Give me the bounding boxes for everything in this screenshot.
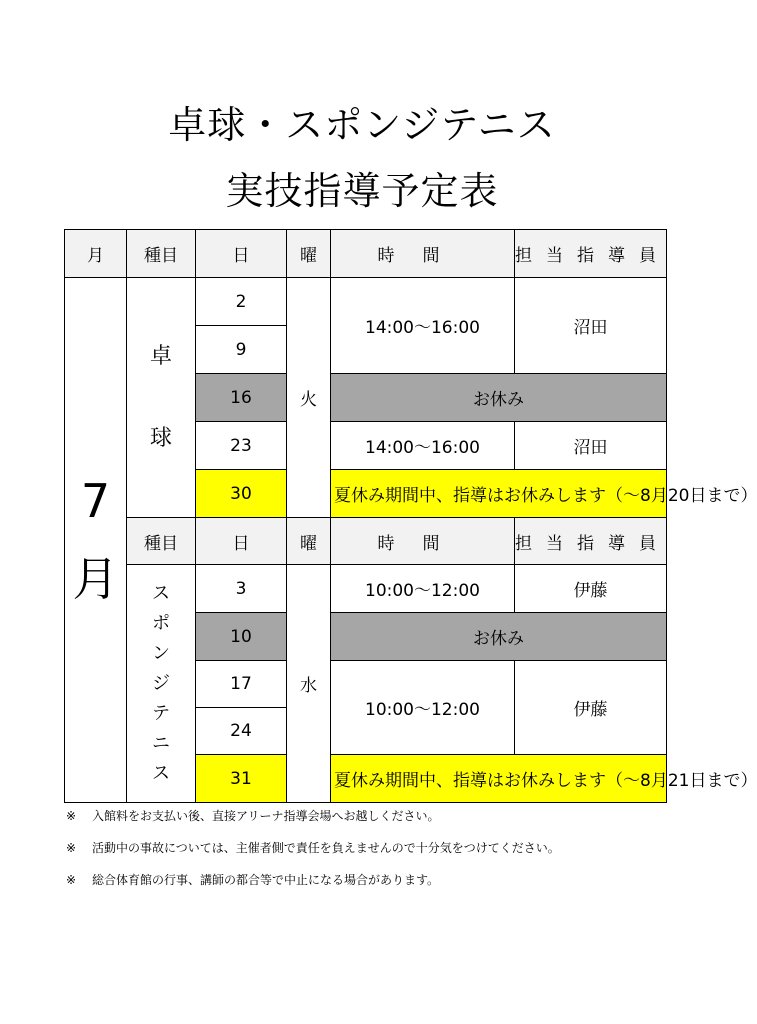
title-line-2: 実技指導予定表 (225, 169, 499, 213)
header-staff: 担当指導員 (515, 230, 667, 278)
note-mark: ※ (66, 809, 77, 823)
schedule-table (64, 229, 757, 803)
weekday-cell-tabletennis: 火 (287, 278, 331, 518)
note-item (66, 838, 560, 870)
month-cell (65, 278, 127, 803)
summer-break-note: 夏休み期間中、指導はお休みします（〜8月21日まで） (331, 755, 667, 803)
sport-cell-tabletennis (127, 278, 196, 518)
day-cell: 3 (196, 565, 287, 613)
header-weekday: 曜 (287, 230, 331, 278)
title-line-1: 卓球・スポンジテニス (168, 103, 556, 147)
time-cell: 10:00〜12:00 (331, 661, 515, 755)
closed-note: お休み (331, 613, 667, 661)
note-mark: ※ (66, 873, 77, 887)
day-cell: 9 (196, 326, 287, 374)
summer-break-note: 夏休み期間中、指導はお休みします（〜8月20日まで） (331, 470, 667, 518)
day-cell: 23 (196, 422, 287, 470)
sport-cell-spongetennis (127, 565, 196, 803)
staff-cell: 沼田 (515, 278, 667, 374)
note-item (66, 870, 560, 902)
month-label: 7 月 (72, 474, 119, 606)
day-cell: 17 (196, 661, 287, 708)
closed-note: お休み (331, 374, 667, 422)
staff-cell: 伊藤 (515, 661, 667, 755)
header-staff: 担当指導員 (515, 518, 667, 565)
day-cell: 2 (196, 278, 287, 326)
header-weekday: 曜 (287, 518, 331, 565)
day-cell: 10 (196, 613, 287, 661)
day-cell: 16 (196, 374, 287, 422)
header-sport: 種目 (127, 518, 196, 565)
sport-label-spongetennis: ス ポ ン ジ テ ニ ス (152, 582, 170, 784)
day-cell: 31 (196, 755, 287, 803)
sport-label-tabletennis: 卓 球 (149, 343, 172, 451)
staff-cell: 伊藤 (515, 565, 667, 613)
notes-list (66, 806, 560, 902)
day-cell: 24 (196, 708, 287, 755)
header-day: 日 (196, 230, 287, 278)
header-sport: 種目 (127, 230, 196, 278)
header-time: 時間 (331, 518, 515, 565)
header-time: 時間 (331, 230, 515, 278)
note-text: 総合体育館の行事、講師の都合等で中止になる場合があります。 (92, 873, 440, 887)
day-cell: 30 (196, 470, 287, 518)
note-text: 入館料をお支払い後、直接アリーナ指導会場へお越しください。 (92, 809, 440, 823)
time-cell: 14:00〜16:00 (331, 422, 515, 470)
note-mark: ※ (66, 841, 77, 855)
note-item (66, 806, 560, 838)
time-cell: 10:00〜12:00 (331, 565, 515, 613)
staff-cell: 沼田 (515, 422, 667, 470)
note-text: 活動中の事故については、主催者側で責任を負えませんので十分気をつけてください。 (92, 841, 560, 855)
weekday-cell-spongetennis: 水 (287, 565, 331, 803)
header-month: 月 (65, 230, 127, 278)
header-day: 日 (196, 518, 287, 565)
time-cell: 14:00〜16:00 (331, 278, 515, 374)
